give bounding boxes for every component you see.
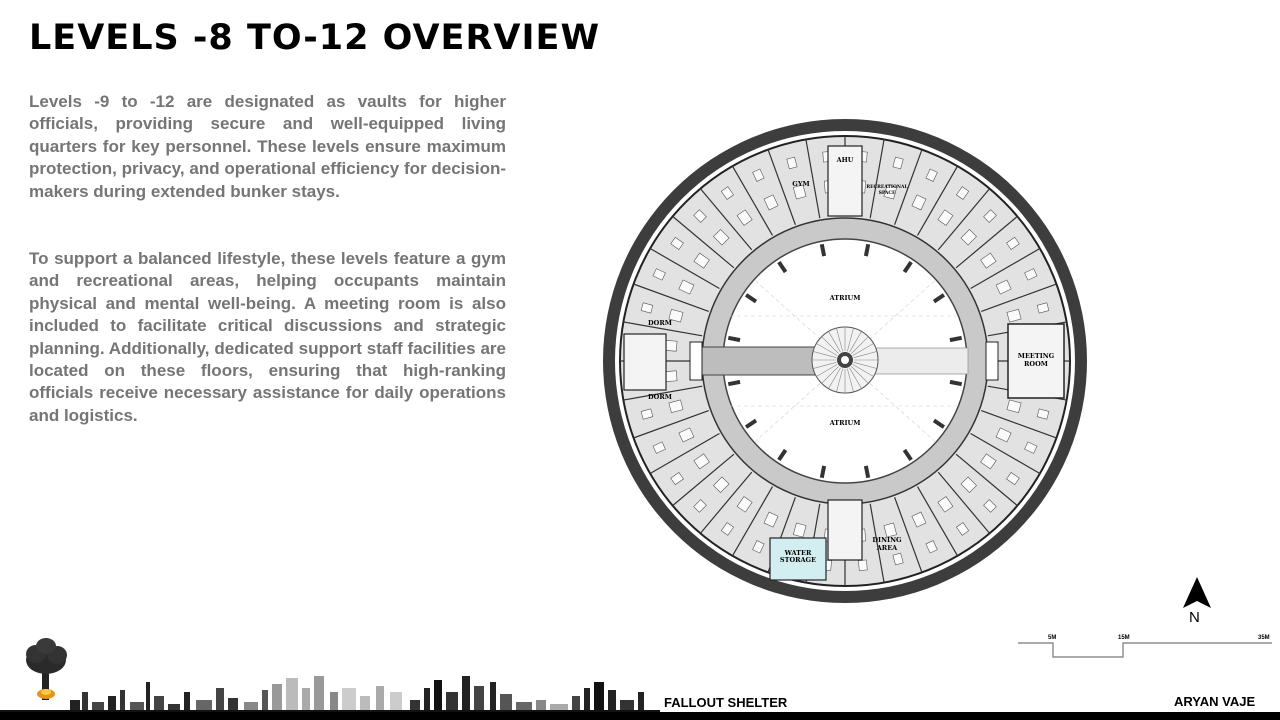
west-entry-door: [690, 342, 702, 380]
south-core: [828, 500, 862, 560]
scale-bar: [1015, 630, 1275, 664]
label-recreational-2: SPACE: [878, 191, 896, 196]
footer-bar: [0, 712, 1280, 720]
west-core: [624, 334, 666, 390]
label-dining-2: AREA: [876, 544, 898, 552]
scale-label-35m: 35M: [1258, 635, 1270, 641]
label-dorm-bottom: DORM: [648, 393, 672, 401]
label-dorm-top: DORM: [648, 319, 672, 327]
label-recreational-1: RECREATIONAL: [866, 185, 908, 190]
label-dining-1: DINING: [872, 536, 902, 544]
slide-title: LEVELS -8 TO-12 OVERVIEW: [29, 18, 601, 58]
label-meeting-2: ROOM: [1024, 360, 1048, 368]
label-water-2: STORAGE: [779, 556, 817, 564]
author-name: ARYAN VAJE: [1174, 694, 1256, 709]
north-label: N: [1189, 609, 1200, 626]
label-water-1: WATER: [784, 549, 812, 557]
lifestyle-paragraph: To support a balanced lifestyle, these levels feature a gym and recreational areas, helping occupants maintain physical and mental well-being. A meeting room is also included to facilitate critical discussions and strategic planning. Additionally, dedicated support staff facilities are located on these floors, ensuring that high-ranking officials receive necessary assistance for daily operations and logistics.: [29, 249, 506, 425]
label-atrium-bottom: ATRIUM: [829, 419, 861, 427]
label-gym: GYM: [792, 180, 810, 188]
mushroom-cloud-icon: [26, 638, 67, 700]
label-ahu: AHU: [836, 156, 854, 164]
scale-label-5m: 5M: [1048, 635, 1057, 641]
east-entry-door: [986, 342, 998, 380]
scale-label-15m: 15M: [1118, 635, 1130, 641]
floor-plan: [600, 116, 1090, 606]
intro-paragraph: Levels -9 to -12 are designated as vaults for higher officials, providing secure and well-equipped living quarters for key personnel. These levels ensure maximum protection, privacy, and operational efficiency for decision-makers during extended bunker stays.: [29, 92, 506, 201]
city-skyline-graphic: [0, 630, 660, 720]
project-title: FALLOUT SHELTER: [664, 695, 788, 710]
label-meeting-1: MEETING: [1017, 352, 1055, 360]
label-atrium-top: ATRIUM: [829, 294, 861, 302]
